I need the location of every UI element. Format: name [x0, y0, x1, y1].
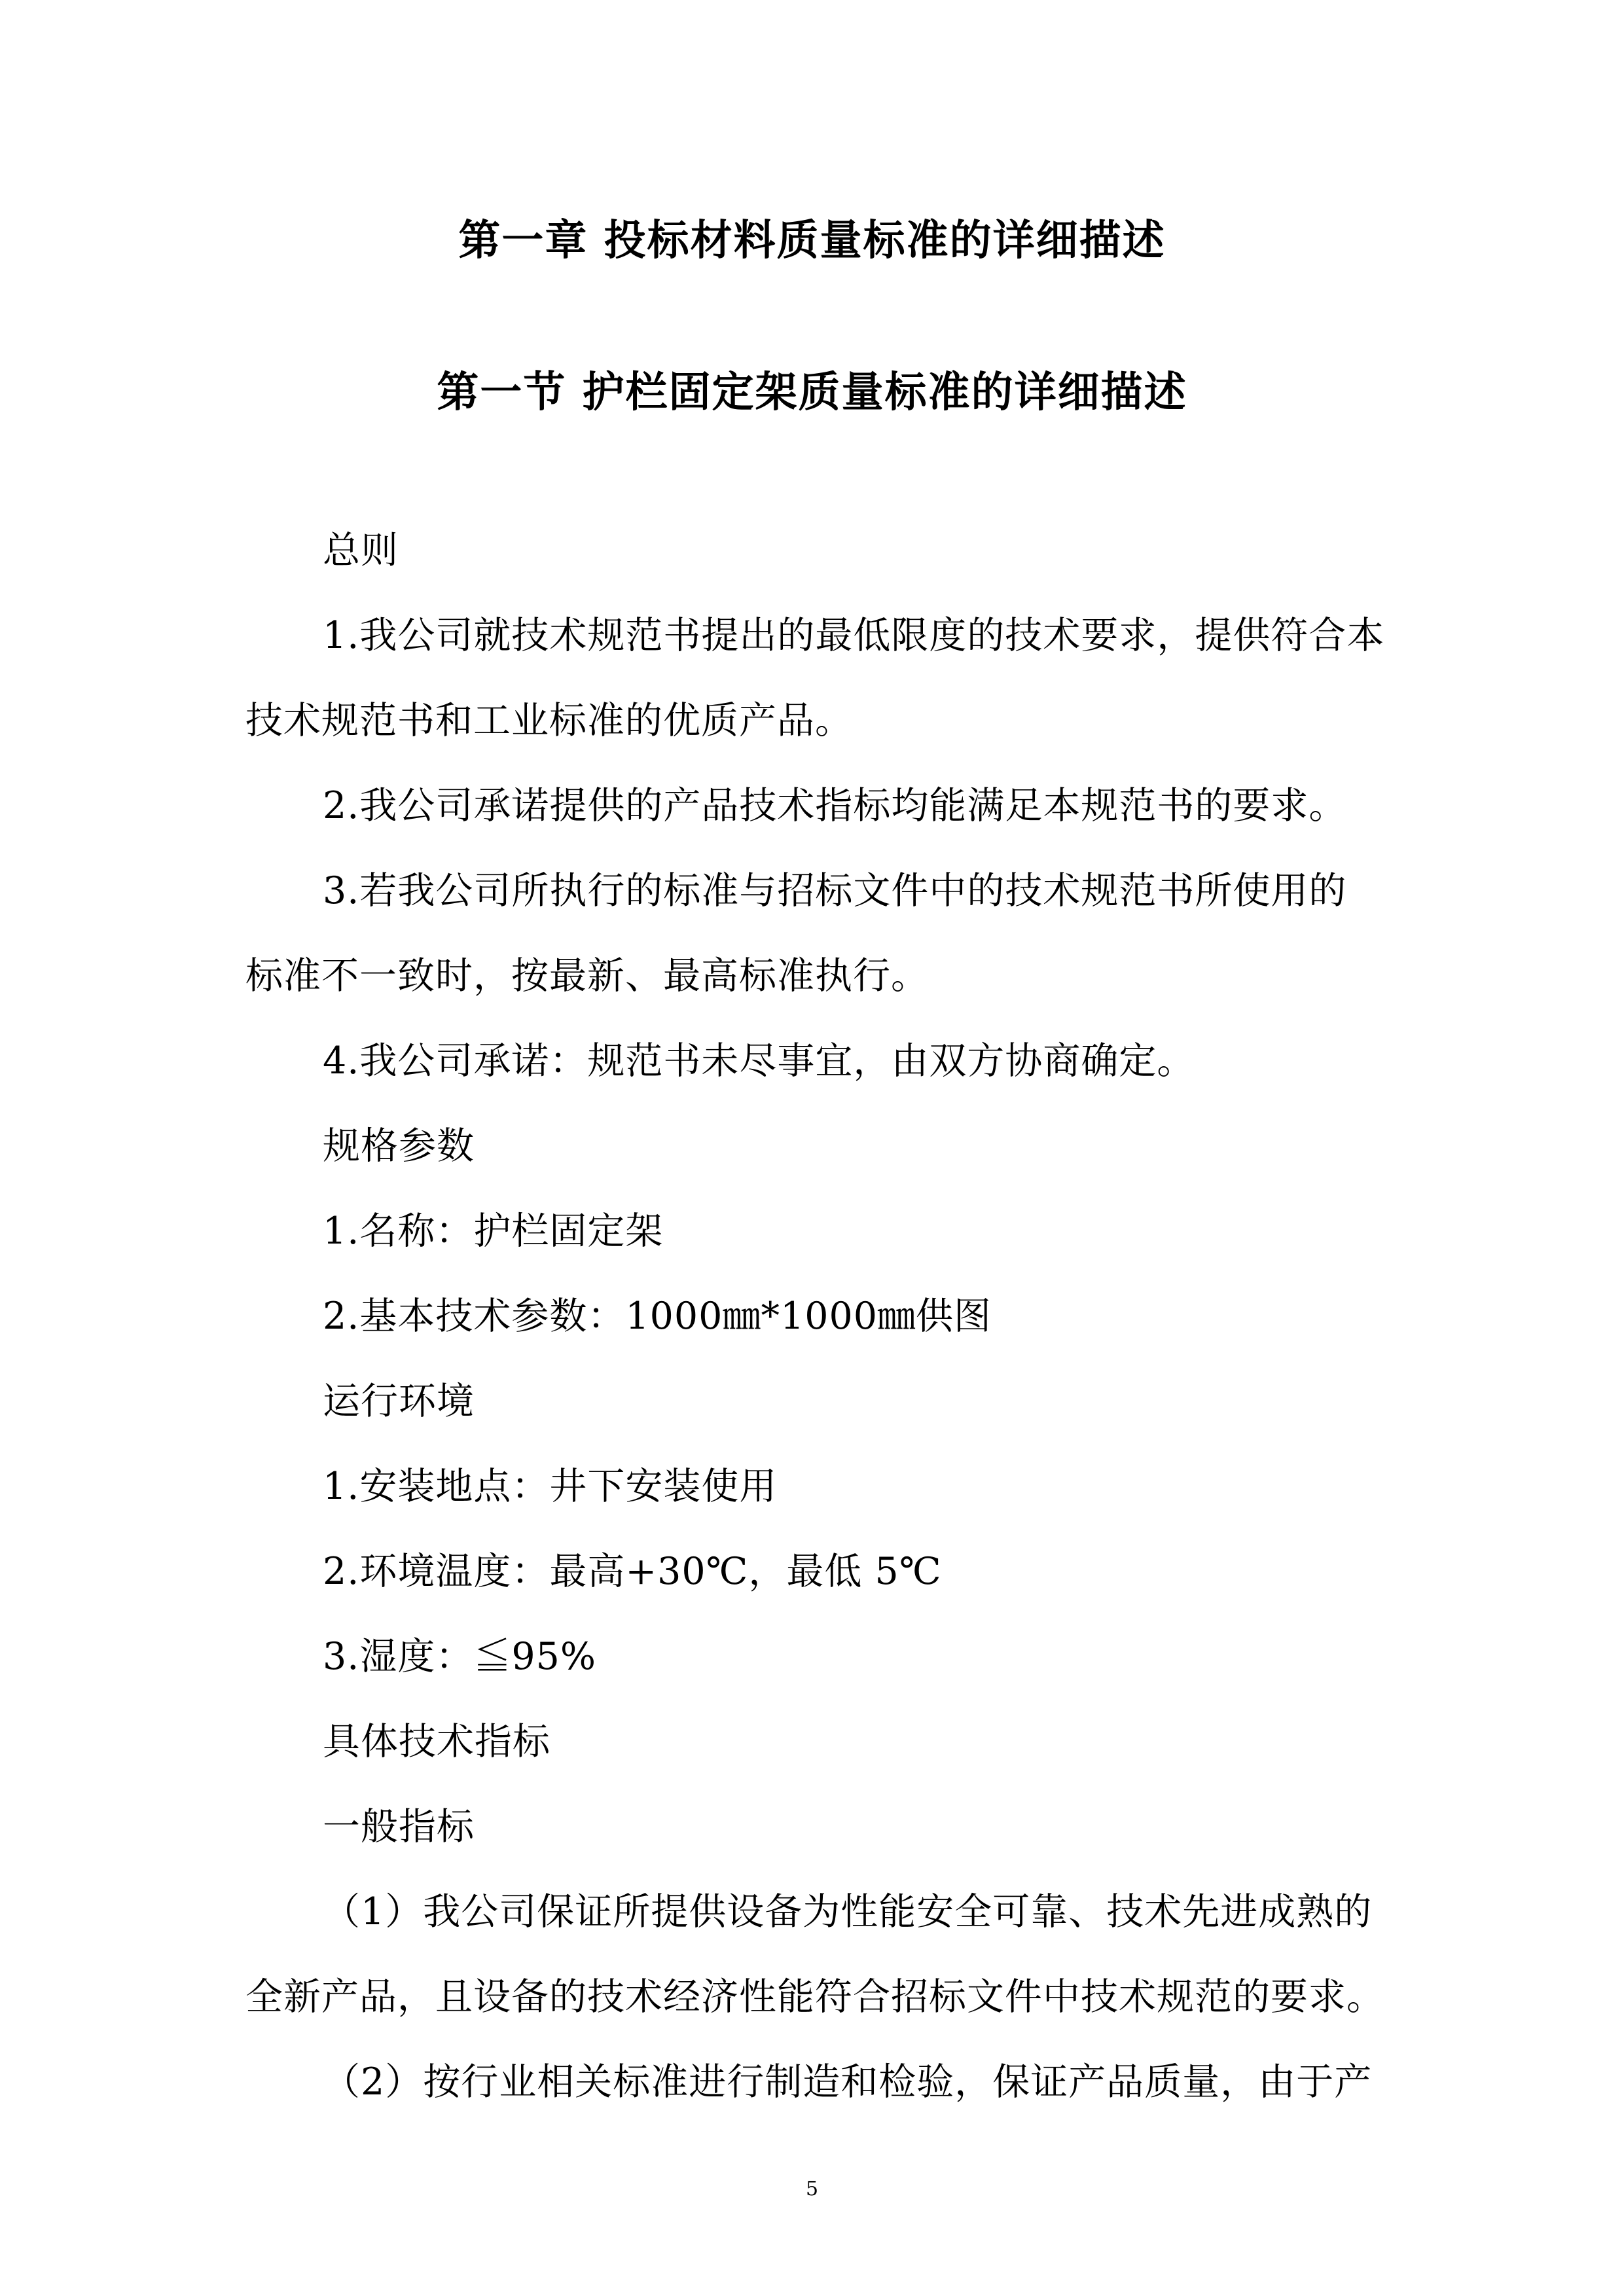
- paragraph-line: （1）我公司保证所提供设备为性能安全可靠、技术先进成熟的: [323, 1890, 1373, 1933]
- subheading-general-indicators: 一般指标: [323, 1805, 475, 1848]
- body-text: [245, 508, 1384, 2125]
- paragraph-line: 标准不一致时，按最新、最高标准执行。: [245, 954, 929, 997]
- paragraph-line: 3.若我公司所执行的标准与招标文件中的技术规范书所使用的: [323, 869, 1347, 912]
- subheading-specifications: 规格参数: [323, 1124, 475, 1168]
- subheading-environment: 运行环境: [323, 1380, 475, 1423]
- subheading-technical-indicators: 具体技术指标: [323, 1720, 550, 1763]
- subheading-general: 总则: [323, 529, 399, 572]
- paragraph-line: 4.我公司承诺：规范书未尽事宜，由双方协商确定。: [323, 1039, 1195, 1083]
- chapter-title: 第一章 投标材料质量标准的详细描述: [458, 217, 1166, 265]
- paragraph-line: 全新产品，且设备的技术经济性能符合招标文件中技术规范的要求。: [245, 1975, 1384, 2018]
- paragraph-line: 1.我公司就技术规范书提出的最低限度的技术要求，提供符合本: [323, 614, 1385, 657]
- section-title: 第一节 护栏固定架质量标准的详细描述: [437, 368, 1187, 417]
- paragraph-line: 2.我公司承诺提供的产品技术指标均能满足本规范书的要求。: [323, 784, 1347, 827]
- page-number: 5: [805, 2178, 819, 2200]
- paragraph-line: 1.名称：护栏固定架: [323, 1210, 664, 1253]
- paragraph-line: 2.基本技术参数：1000㎜*1000㎜供图: [323, 1295, 992, 1338]
- paragraph-line: 3.湿度：≦95%: [323, 1635, 597, 1678]
- paragraph-line: 1.安装地点：井下安装使用: [323, 1465, 778, 1508]
- paragraph-line: 技术规范书和工业标准的优质产品。: [245, 699, 853, 742]
- paragraph-line: （2）按行业相关标准进行制造和检验，保证产品质量，由于产: [323, 2060, 1373, 2104]
- paragraph-line: 2.环境温度：最高+30℃，最低 5℃: [323, 1550, 942, 1593]
